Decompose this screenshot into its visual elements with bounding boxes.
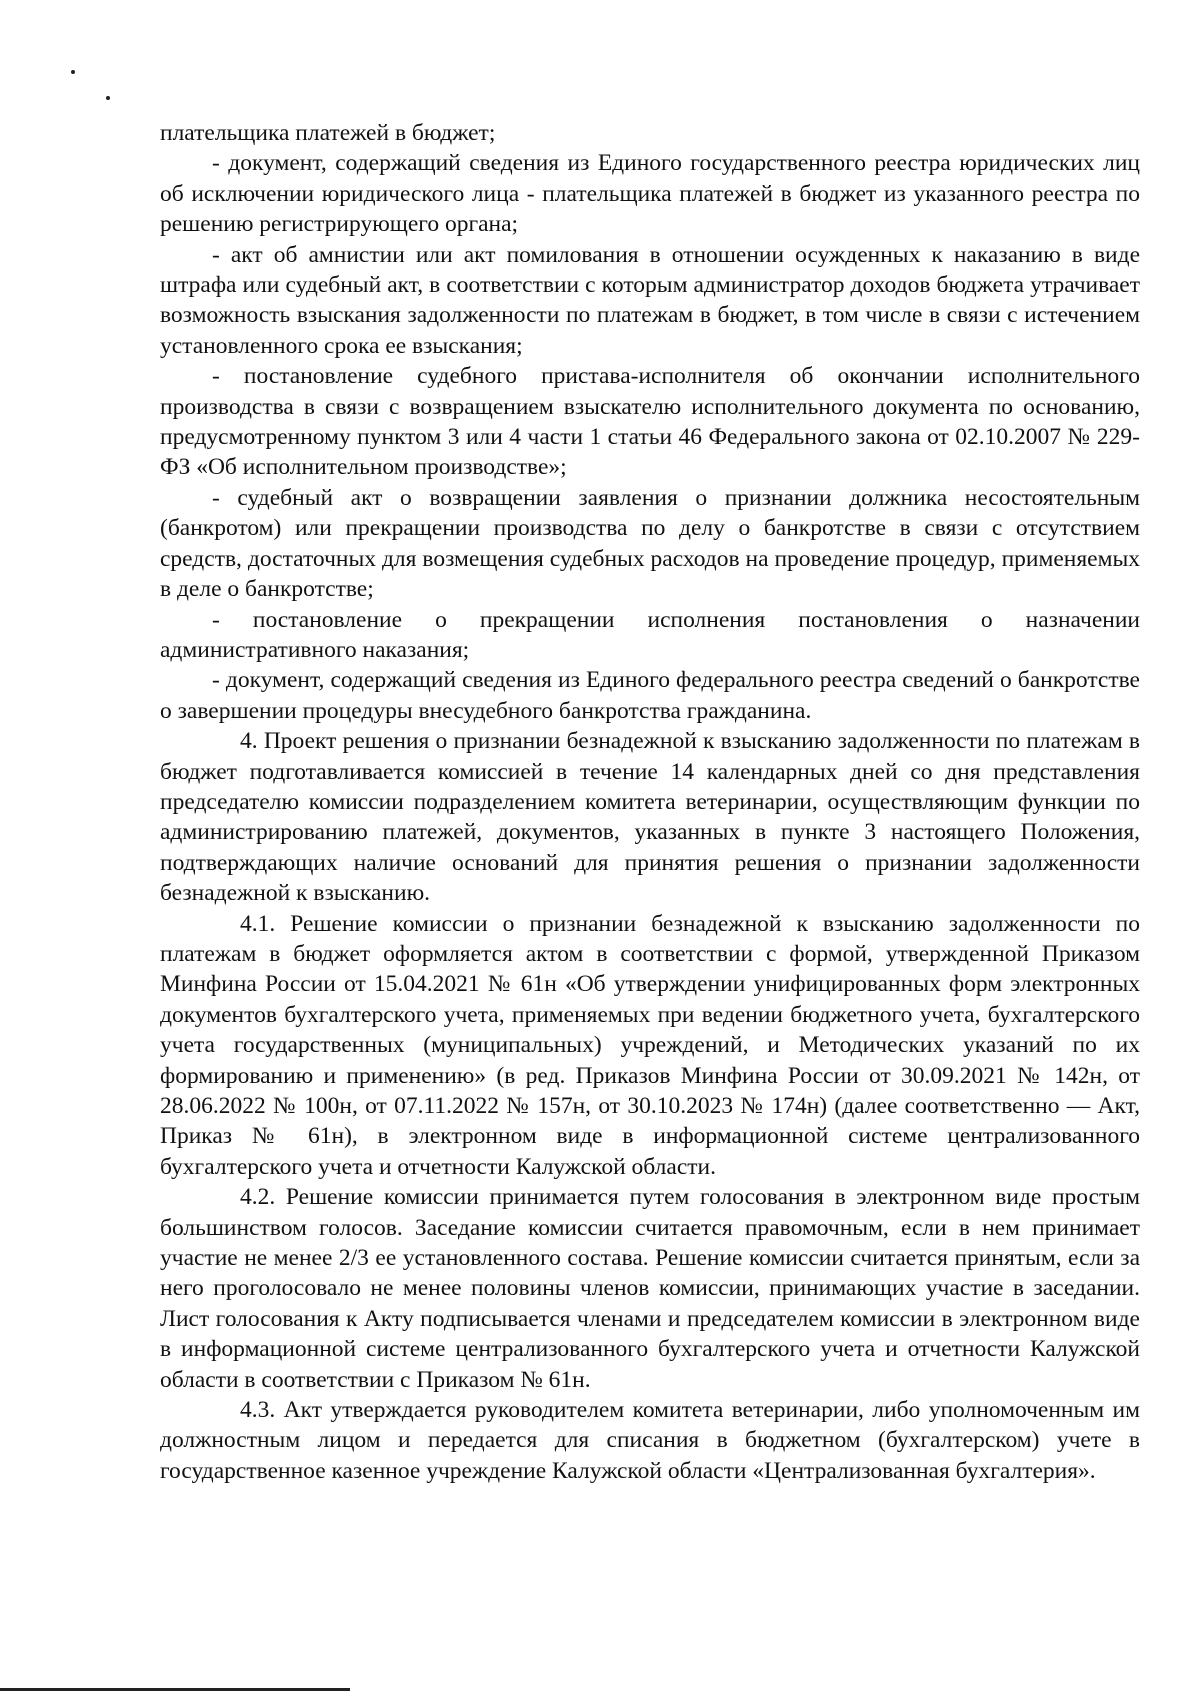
scan-speck [106, 96, 110, 100]
paragraph: - судебный акт о возвращении заявления о признании должника несостоятельным (банкротом) или прекращении производства по делу о банкротстве в связи с отсутствием средств, достаточных для возмещения судебных расходов на проведение процедур, применяемых в деле о банкротстве; [160, 484, 1140, 603]
paragraph: - постановление судебного пристава-исполнителя об окончании исполнительного производства в связи с возвращением взыскателю исполнительного документа по основанию, предусмотренному пунктом 3 или 4 части 1 статьи 46 Федерального закона от 02.10.2007 № 229-ФЗ «Об исполнительном производстве»; [160, 363, 1140, 481]
paragraph: 4. Проект решения о признании безнадежной к взысканию задолженности по платежам в бюджет подготавливается комиссией в течение 14 календарных дней со дня представления председателю комиссии подразделением комитета ветеринарии, осуществляющим функции по администрированию платежей, документов, указанных в пункте 3 настоящего Положения, подтверждающих наличие оснований для принятия решения о признании задолженности безнадежной к взысканию. [160, 728, 1140, 907]
paragraph: 4.2. Решение комиссии принимается путем голосования в электронном виде простым большинством голосов. Заседание комиссии считается правомочным, если в нем принимает участие не менее 2/3 ее установленного состава. Решение комиссии считается принятым, если за него проголосовало не менее половины членов комиссии, принимающих участие в заседании. Лист голосования к Акту подписывается членами и председателем комиссии в электронном виде в информационной системе централизованного бухгалтерского учета и отчетности Калужской области в соответствии с Приказом № 61н. [160, 1184, 1140, 1393]
paragraph: - постановление о прекращении исполнения постановления о назначении административного наказания; [160, 606, 1140, 663]
footer-rule [0, 1688, 350, 1691]
paragraph: 4.1. Решение комиссии о признании безнадежной к взысканию задолженности по платежам в бюджет оформляется актом в соответствии с формой, утвержденной Приказом Минфина России от 15.04.2021 № 61н «Об утверждении унифицированных форм электронных документов бухгалтерского учета, применяемых при ведении бюджетного учета, бухгалтерского учета государственных (муниципальных) учреждений, и Методических указаний по их формированию и применению» (в ред. Приказов Минфина России от 30.09.2021 № 142н, от 28.06.2022 № 100н, от 07.11.2022 № 157н, от 30.10.2023 № 174н) (далее соответственно — Акт, Приказ № 61н), в электронном виде в информационной системе централизованного бухгалтерского учета и отчетности Калужской области. [160, 910, 1140, 1180]
paragraph: - документ, содержащий сведения из Единого федерального реестра сведений о банкротстве о завершении процедуры внесудебного банкротства гражданина. [160, 667, 1140, 724]
paragraph: - документ, содержащий сведения из Единого государственного реестра юридических лиц об исключении юридического лица - плательщика платежей в бюджет из указанного реестра по решению регистрирующего органа; [160, 150, 1140, 238]
paragraph: 4.3. Акт утверждается руководителем комитета ветеринарии, либо уполномоченным им должностным лицом и передается для списания в бюджетном (бухгалтерском) учете в государственное казенное учреждение Калужской области «Централизованная бухгалтерия». [160, 1397, 1140, 1484]
paragraph: - акт об амнистии или акт помилования в отношении осужденных к наказанию в виде штрафа или судебный акт, в соответствии с которым администратор доходов бюджета утрачивает возможность взыскания задолженности по платежам в бюджет, в том числе в связи с истечением установленного срока ее взыскания; [160, 241, 1140, 359]
scan-speck [71, 70, 75, 74]
document-body [160, 118, 1140, 1486]
paragraph: плательщика платежей в бюджет; [160, 120, 496, 146]
